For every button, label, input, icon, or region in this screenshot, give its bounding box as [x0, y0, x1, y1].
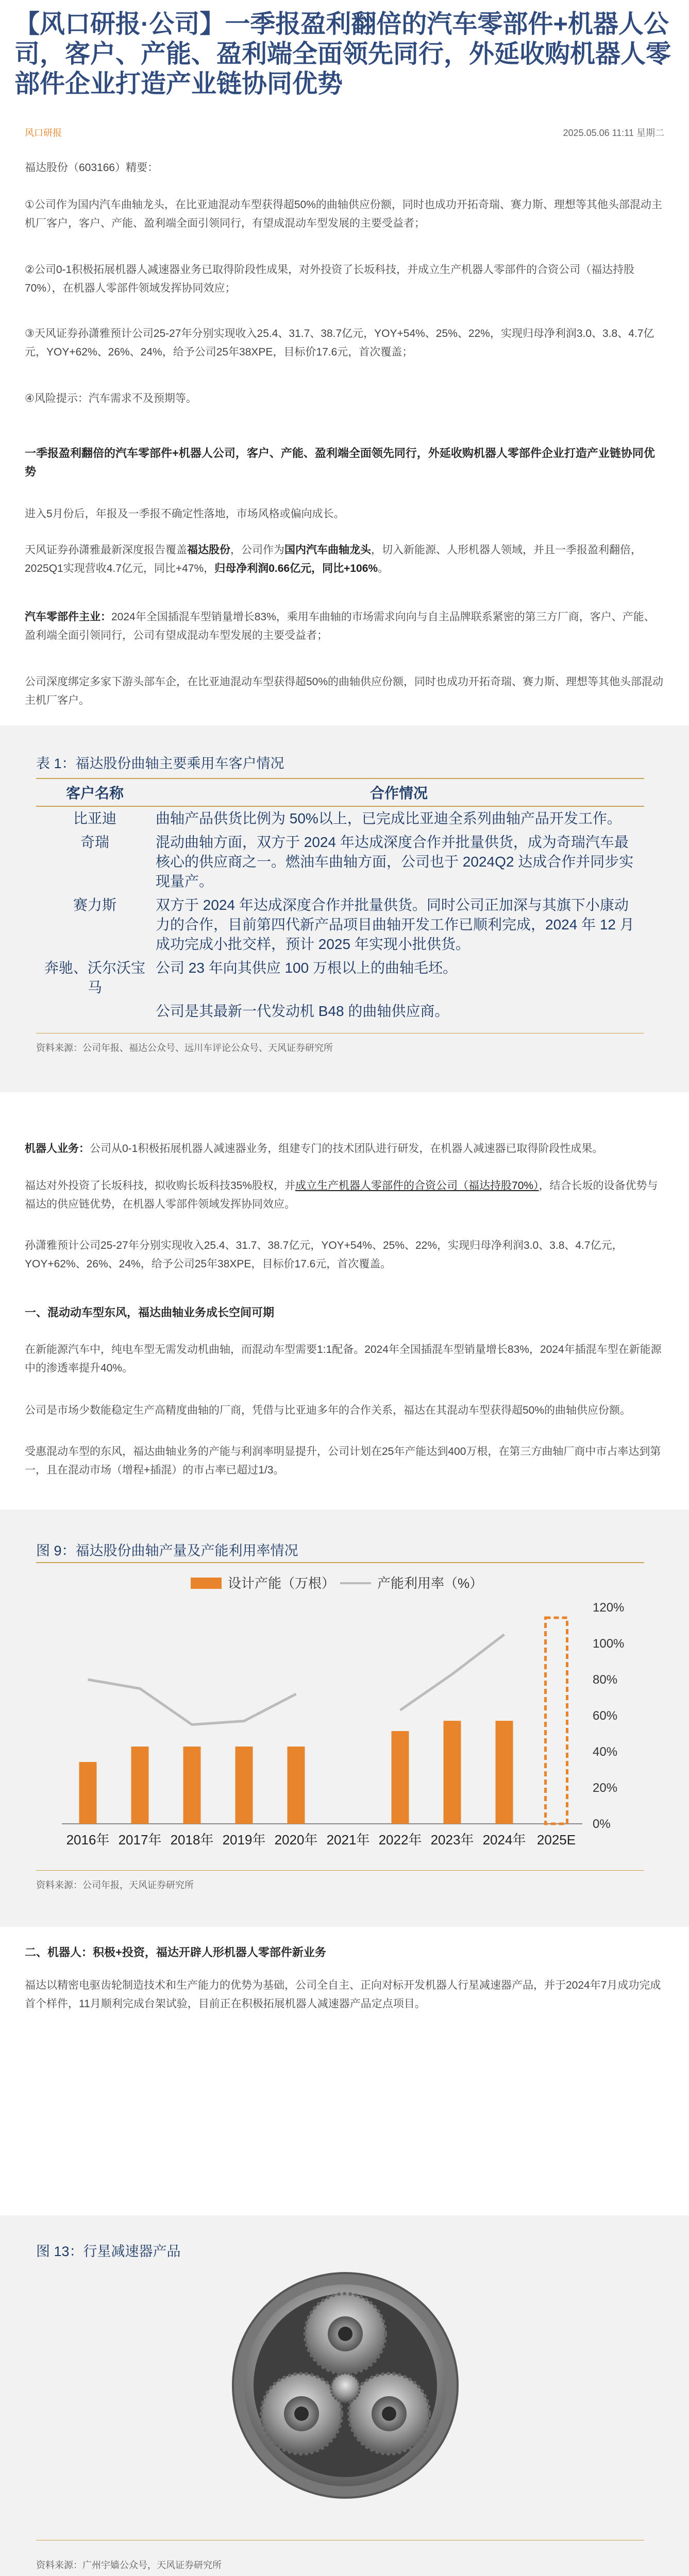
table-row	[36, 999, 644, 1023]
bar	[79, 1762, 97, 1824]
legend-bar-swatch	[191, 1578, 222, 1589]
table1-source: 资料来源：公司年报、福达公众号、远川车评论公众号、天风证券研究所	[36, 1043, 333, 1053]
customer-name-cell: 赛力斯	[73, 897, 116, 913]
robot-paragraph-3: 孙潇雅预计公司25-27年分别实现收入25.4、31.7、38.7亿元，YOY+54%、25%、22%，实现归母净利润3.0、3.8、4.7亿元，YOY+62%、26%、24%，给予公司25年38XPE，目标价17.6元，首次覆盖。	[25, 1240, 623, 1270]
right-axis-tick-label: 0%	[593, 1817, 611, 1831]
intro-paragraph-1: 进入5月份后，年报及一季报不确定性落地，市场风格或偏向成长。	[25, 508, 345, 520]
sun-gear	[331, 2374, 360, 2402]
legend-bar-label: 设计产能（万根）	[228, 1575, 335, 1591]
table-row	[36, 806, 644, 831]
cooperation-cell: 双方于 2024 年达成深度合作并批量供货。同时公司正加深与其旗下小康动力的合作，目前第四代新产品项目曲轴开发工作已顺利完成，2024 年 12 月成功完成小批交样，预计 2025 年实现小批供货。	[156, 897, 634, 952]
right-axis-tick-label: 80%	[593, 1673, 618, 1687]
x-tick-label: 2018年	[170, 1832, 214, 1848]
robot-paragraph-2: 福达对外投资了长坂科技，拟收购长坂科技35%股权，并成立生产机器人零部件的合资公司（福达持股70%），结合长坂的设备优势与福达的供应链优势，在机器人零部件领域发挥协同效应。	[25, 1180, 658, 1210]
section-1-paragraph-1: 在新能源汽车中，纯电车型无需发动机曲轴，而混动车型需要1:1配备。2024年全国插混车型销量增长83%，2024年插混车型在新能源中的渗透率提升40%。	[25, 1344, 662, 1374]
bar	[183, 1747, 201, 1824]
x-tick-label: 2025E	[536, 1832, 576, 1848]
section-2-paragraph-1: 福达以精密电驱齿轮制造技术和生产能力的优势为基础，公司全自主、正向对标开发机器人行星减速器产品，并于2024年7月成功完成首个样件，11月顺利完成台架试验，目前正在积极拓展机器人减速器产品定点项目。	[25, 1979, 661, 2010]
intro-paragraph-2: 天风证券孙潇雅最新深度报告覆盖福达股份，公司作为国内汽车曲轴龙头，切入新能源、人形机器人领域，并且一季报盈利翻倍，2025Q1实现营收4.7亿元，同比+47%，归母净利润0.66亿元，同比+106%。	[25, 544, 642, 574]
capacity-chart	[36, 1566, 644, 1875]
section-1-paragraph-3: 受惠混动车型的东风，福达曲轴业务的产能与利润率明显提升，公司计划在25年产能达到400万根，在第三方曲轴厂商中市占率达到第一，且在混动市场（增程+插混）的市占率已超过1/3。	[25, 1446, 661, 1476]
bar	[288, 1747, 305, 1824]
section-title-main: 一季报盈利翻倍的汽车零部件+机器人公司，客户、产能、盈利端全面领先同行，外延收购机器人零部件企业打造产业链协同优势	[25, 447, 655, 478]
channel-name[interactable]: 风口研报	[25, 128, 62, 138]
customer-name-cell: 比亚迪	[73, 810, 116, 826]
cooperation-cell: 曲轴产品供货比例为 50%以上，已完成比亚迪全系列曲轴产品开发工作。	[156, 810, 621, 826]
publish-datetime: 2025.05.06 11:11 星期二	[563, 128, 664, 138]
section-1-title: 一、混动动车型东风，福达曲轴业务成长空间可期	[25, 1306, 275, 1319]
robot-paragraph-1: 机器人业务：公司从0-1积极拓展机器人减速器业务，组建专门的技术团队进行研发，在机器人减速器已取得阶段性成果。	[25, 1143, 603, 1155]
article-title: 【风口研报·公司】一季报盈利翻倍的汽车零部件+机器人公司，客户、产能、盈利端全面领先同行，外延收购机器人零部件企业打造产业链协同优势	[14, 10, 671, 98]
section-2-title: 二、机器人：积极+投资，福达开辟人形机器人零部件新业务	[25, 1946, 326, 1959]
figure9-bottom-rule	[36, 1870, 644, 1871]
auto-parts-paragraph: 汽车零部件主业：2024年全国插混车型销量增长83%，乘用车曲轴的市场需求向向与自主品牌联系紧密的第三方厂商，客户、产能、盈利端全面引领同行，公司有望成混动车型发展的主要受益者；	[25, 611, 655, 641]
right-axis-tick-label: 20%	[593, 1781, 618, 1795]
utilization-line	[88, 1680, 296, 1725]
legend-line-label: 产能利用率（%）	[377, 1575, 483, 1591]
figure9-rule	[36, 1562, 644, 1563]
cooperation-cell: 公司是其最新一代发动机 B48 的曲轴供应商。	[156, 1003, 449, 1019]
robot-jv-link[interactable]: 成立生产机器人零部件的合资公司（福达持股70%）	[295, 1180, 539, 1192]
table-row	[36, 956, 644, 999]
customer-name-cell	[36, 999, 154, 1023]
x-tick-label: 2022年	[378, 1832, 422, 1848]
cooperation-cell: 混动曲轴方面，双方于 2024 年达成深度合作并批量供货，成为奇瑞汽车最核心的供应商之一。燃油车曲轴方面，公司也于 2024Q2 达成合作并同步实现量产。	[156, 834, 634, 889]
key-point-4: ④风险提示：汽车需求不及预期等。	[25, 393, 197, 404]
cooperation-cell: 公司 23 年向其供应 100 万根以上的曲轴毛坯。	[156, 960, 457, 976]
customer-name-cell: 奔驰、沃尔沃宝马	[44, 960, 145, 995]
bar	[496, 1721, 513, 1824]
utilization-line	[400, 1635, 505, 1710]
key-point-2: ②公司0-1积极拓展机器人减速器业务已取得阶段性成果，对外投资了长坂科技，并成立生产机器人零部件的合资公司（福达持股70%），在机器人零部件领域发挥协同效应；	[25, 264, 635, 294]
planet-gear-top	[305, 2294, 385, 2374]
x-tick-label: 2016年	[66, 1832, 110, 1848]
x-tick-label: 2017年	[118, 1832, 162, 1848]
table-row	[36, 893, 644, 956]
planetary-gear-image	[227, 2267, 464, 2504]
article-lead: 福达股份（603166）精要：	[25, 162, 159, 174]
table-row	[36, 831, 644, 893]
right-axis-tick-label: 60%	[593, 1709, 618, 1723]
x-tick-label: 2023年	[430, 1832, 474, 1848]
section-1-paragraph-2: 公司是市场少数能稳定生产高精度曲轴的厂商，凭借与比亚迪多年的合作关系，福达在其混动车型获得超50%的曲轴供应份额。	[25, 1404, 631, 1416]
figure13-source: 资料来源：广州宇嫱公众号，天风证券研究所	[36, 2560, 222, 2570]
table-header-row	[36, 779, 644, 806]
customer-table	[36, 779, 644, 1023]
table-header-customer: 客户名称	[36, 779, 154, 806]
bar	[444, 1721, 461, 1824]
key-point-1: ①公司作为国内汽车曲轴龙头，在比亚迪混动车型获得超50%的曲轴供应份额，同时也成功开拓奇瑞、赛力斯、理想等其他头部混动主机厂客户，客户、产能、盈利端全面引领同行，有望成混动车型发展的主要受益者；	[25, 199, 662, 229]
key-point-3: ③天风证券孙潇雅预计公司25-27年分别实现收入25.4、31.7、38.7亿元，YOY+54%、25%、22%，实现归母净利润3.0、3.8、4.7亿元，YOY+62%、26%、24%，给予公司25年38XPE，目标价17.6元，首次覆盖；	[25, 328, 654, 358]
bar	[236, 1747, 253, 1824]
right-axis-tick-label: 120%	[593, 1601, 625, 1615]
planet-gear-right	[349, 2374, 429, 2454]
planet-gear-left	[261, 2374, 342, 2454]
x-tick-label: 2019年	[222, 1832, 266, 1848]
x-tick-label: 2024年	[482, 1832, 526, 1848]
figure9-source: 资料来源：公司年报，天风证券研究所	[36, 1880, 194, 1890]
table1-title: 表 1：福达股份曲轴主要乘用车客户情况	[36, 756, 284, 771]
figure13-title: 图 13：行星减速器产品	[36, 2244, 181, 2259]
customer-name-cell: 奇瑞	[80, 834, 109, 850]
bar	[392, 1731, 409, 1824]
table-header-cooperation: 合作情况	[154, 779, 644, 806]
right-axis-tick-label: 100%	[593, 1637, 625, 1651]
x-tick-label: 2021年	[326, 1832, 370, 1848]
bar-estimate	[546, 1618, 567, 1824]
right-axis-tick-label: 40%	[593, 1745, 618, 1759]
bar	[131, 1747, 149, 1824]
figure9-title: 图 9：福达股份曲轴产量及产能利用率情况	[36, 1543, 298, 1558]
x-tick-label: 2020年	[274, 1832, 318, 1848]
auto-parts-paragraph-2: 公司深度绑定多家下游头部车企，在比亚迪混动车型获得超50%的曲轴供应份额，同时也成功开拓奇瑞、赛力斯、理想等其他头部混动主机厂客户。	[25, 676, 664, 706]
